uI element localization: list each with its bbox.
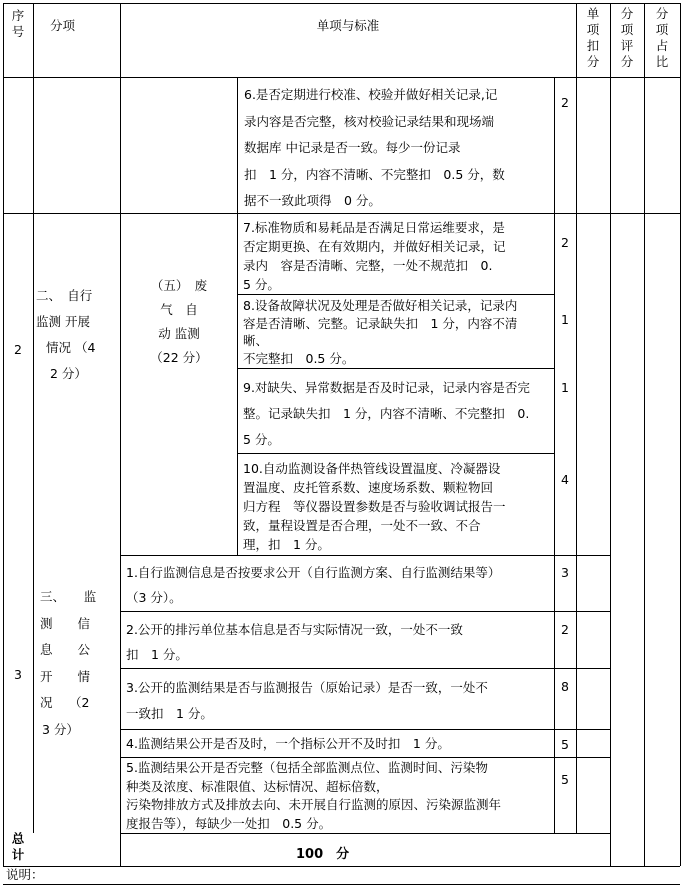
item-pub-2-score: 2 <box>561 622 569 637</box>
item-pub-5: 5.监测结果公开是否完整（包括全部监测点位、监测时间、污染物 种类及浓度、标准限值、达标情况、超标倍数， 污染物排放方式及排放去向、未开展自行监测的原因、污染源监测年 度报告等），每缺少一处扣 0.5 分。 <box>126 760 502 831</box>
item-pub-4: 4.监测结果公开是否及时，一个指标公开不及时扣 1 分。 <box>126 736 450 751</box>
note: 说明： <box>6 867 44 882</box>
header-rating: 分 项 评 分 <box>620 6 634 69</box>
section3-category: 三、 监 测 信 息 公 开 情 况 （2 3 分） <box>40 589 97 737</box>
item-9: 9.对缺失、异常数据是否及时记录，记录内容是否完 整。记录缺失扣 1 分，内容不清晰、不完整扣 0. 5 分。 <box>243 380 530 447</box>
total-label: 总 计 <box>11 831 25 862</box>
total-value: 100 分 <box>296 847 350 862</box>
item-8-score: 1 <box>561 312 569 327</box>
item-pub-2: 2.公开的排污单位基本信息是否与实际情况一致，一处不一致 扣 1 分。 <box>126 622 463 662</box>
item-pub-1-score: 3 <box>561 565 569 580</box>
item-6: 6.是否定期进行校准、校验并做好相关记录,记 录内容是否完整，核对校验记录结果和现场端 数据库 中记录是否一致。每少一份记录 扣 1 分，内容不清晰、不完整扣 0.5 分，数 据不一致此项得 0 分。 <box>244 87 505 208</box>
item-pub-4-score: 5 <box>561 737 569 752</box>
section2-sub: （五） 废 气 自 动 监测 （22 分） <box>150 278 208 365</box>
item-pub-3: 3.公开的监测结果是否与监测报告（原始记录）是否一致，一处不 一致扣 1 分。 <box>126 680 488 721</box>
item-7-score: 2 <box>561 235 569 250</box>
item-9-score: 1 <box>561 380 569 395</box>
item-10-score: 4 <box>561 472 569 487</box>
header-ratio: 分 项 占 比 <box>655 6 669 69</box>
item-6-score: 2 <box>561 95 569 110</box>
section3-seq: 3 <box>14 667 22 682</box>
item-7: 7.标准物质和易耗品是否满足日常运维要求，是 否定期更换、在有效期内，并做好相关记录，记 录内 容是否清晰、完整，一处不规范扣 0. 5 分。 <box>243 220 506 292</box>
header-seq: 序 号 <box>11 8 25 39</box>
section2-category: 二、 自行 监测 开展 情况 （4 2 分） <box>36 288 96 381</box>
header-deduct: 单 项 扣 分 <box>586 6 600 69</box>
item-pub-5-score: 5 <box>561 772 569 787</box>
header-category: 分项 <box>50 18 76 33</box>
item-8: 8.设备故障状况及处理是否做好相关记录，记录内 容是否清晰、完整。记录缺失扣 1 分，内容不清 晰、 不完整扣 0.5 分。 <box>243 298 518 366</box>
item-pub-1: 1.自行监测信息是否按要求公开（自行监测方案、自行监测结果等） （3 分）。 <box>126 565 501 605</box>
section2-seq: 2 <box>14 342 22 357</box>
header-standard: 单项与标准 <box>316 18 380 33</box>
item-10: 10.自动监测设备伴热管线设置温度、冷凝器设 置温度、皮托管系数、速度场系数、颗粒物回 归方程 等仪器设置参数是否与验收调试报告一 致，量程设置是否合理，一处不一致、不合 理，扣 1 分。 <box>243 461 506 552</box>
item-pub-3-score: 8 <box>561 679 569 694</box>
